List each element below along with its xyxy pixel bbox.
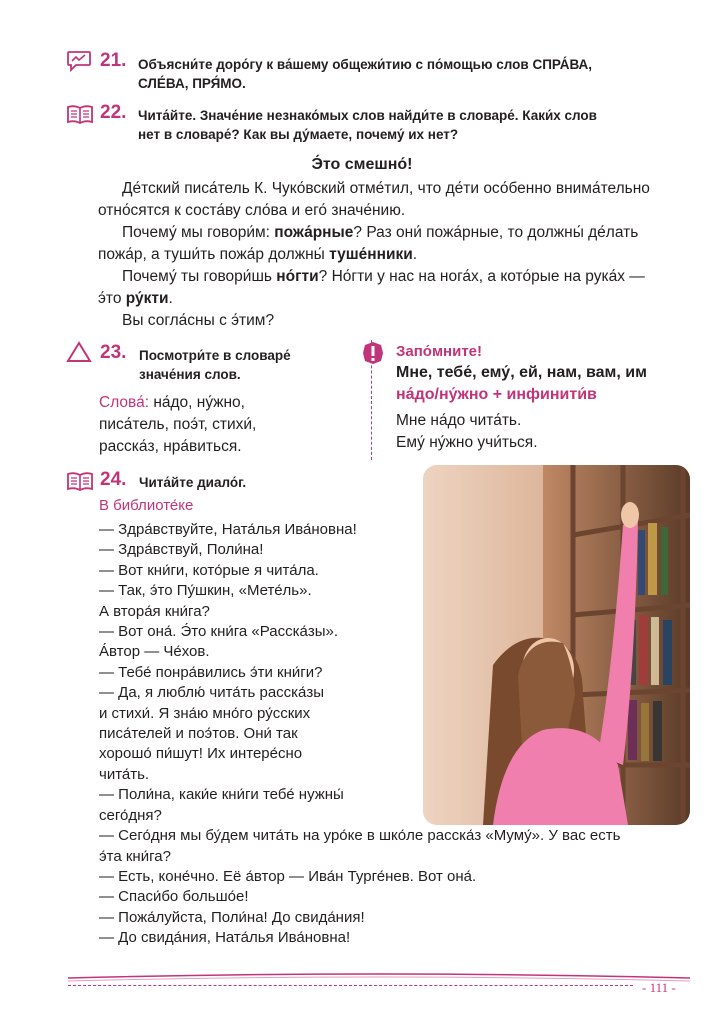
dialog-line: А́втор — Че́хов. <box>99 643 210 661</box>
task-24-number: 24. <box>100 469 127 490</box>
dialog-subtitle: В библиоте́ке <box>99 497 194 514</box>
footer-line <box>68 972 690 982</box>
open-book-icon <box>66 104 94 124</box>
exclamation-icon <box>362 341 384 365</box>
page-number: - 111 - <box>642 980 676 995</box>
remember-line1: Мне, тебе́, ему́, ей, нам, вам, им <box>396 364 647 381</box>
task-23-number: 23. <box>100 342 127 363</box>
dialog-line: э́та кни́га? <box>99 847 171 865</box>
dialog-line: сего́дня? <box>99 806 162 824</box>
dialog-line: — Тебе́ понра́вились э́ти кни́ги? <box>99 663 323 681</box>
task-24-text: Чита́йте диало́г. <box>139 475 247 490</box>
dialog-line: — Поли́на, каки́е кни́ги тебе́ нужны́ <box>99 786 344 804</box>
task-23-text: Посмотри́те в словаре́ значе́ния слов. <box>139 348 291 382</box>
triangle-icon <box>66 341 92 363</box>
task-21-text: Объясни́те доро́гу к ва́шему общежи́тию с по́мощью слов СПРА́ВА, СЛЕ́ВА, ПРЯ́МО. <box>138 57 593 91</box>
story-title: Э́то смешно́! <box>311 156 413 173</box>
task-21-number: 21. <box>100 50 127 71</box>
dialog-line: — Вот кни́ги, кото́рые я чита́ла. <box>99 561 319 579</box>
dialog-line: — Есть, коне́чно. Её а́втор — Ива́н Турге́нев. Вот она́. <box>99 867 477 885</box>
dialog-line: писа́телей и поэ́тов. Они́ так <box>99 725 298 743</box>
dialog-line: — Здра́вствуйте, Ната́лья Ива́новна! <box>99 521 357 538</box>
dialog-line: хорошо́ пи́шут! Их интере́сно <box>99 745 303 763</box>
dialog-line: и стихи́. Я зна́ю мно́го ру́сских <box>99 704 311 722</box>
story-text: Де́тский писа́тель К. Чуко́вский отме́тил, что де́ти осо́бенно внима́тельно отно́сятся к соста́ву сло́ва и его́ значе́нию. Почему́ мы говори́м: пожа́рные? Раз они́ пожа́рные, то должны́ де́лать пожа́р, а туши́ть пожа́р должны́ туше́нники. Почему́ ты говори́шь но́гти? Но́гти у нас на нога́х, а кото́рые на рука́х — э́то ру́кти. Вы согла́сны с э́тим? <box>98 180 650 329</box>
remember-title: Запо́мните! <box>396 343 483 360</box>
dialog-line: чита́ть. <box>99 765 150 783</box>
library-girl-photo <box>423 465 690 825</box>
dialog-line: — Сего́дня мы бу́дем чита́ть на уро́ке в шко́ле расска́з «Муму́». У вас есть <box>99 827 621 845</box>
dialog-line: — Здра́вствуй, Поли́на! <box>99 541 264 559</box>
dialog-line: — Пожа́луйста, Поли́на! До свида́ния! <box>99 908 365 926</box>
footer-dashes <box>68 985 633 986</box>
task-22-text: Чита́йте. Значе́ние незнако́мых слов найди́те в словаре́. Каки́х слов нет в словаре́? Как вы ду́маете, почему́ их нет? <box>138 108 597 142</box>
dialog-line: — Спаси́бо большо́е! <box>99 888 249 906</box>
task-22-number: 22. <box>100 102 127 123</box>
remember-examples: Мне на́до чита́ть. Ему́ ну́жно учи́ться. <box>396 412 538 451</box>
remember-line2: на́до/ну́жно + инфинити́в <box>396 386 597 403</box>
dialog-line: — Вот она́. Э́то кни́га «Расска́зы». <box>99 623 338 641</box>
dialog-line: — До свида́ния, Ната́лья Ива́новна! <box>99 929 351 947</box>
speech-bubble-icon <box>66 49 92 73</box>
dialog-line: — Так, э́то Пу́шкин, «Мете́ль». <box>99 582 312 600</box>
dialog-line: — Да, я люблю́ чита́ть расска́зы <box>99 684 325 702</box>
task-23-words: Слова́: на́до, ну́жно, писа́тель, поэ́т, стихи́, расска́з, нра́виться. <box>99 394 257 455</box>
dialog-line: А втора́я кни́га? <box>99 602 210 620</box>
open-book-icon <box>66 471 94 491</box>
